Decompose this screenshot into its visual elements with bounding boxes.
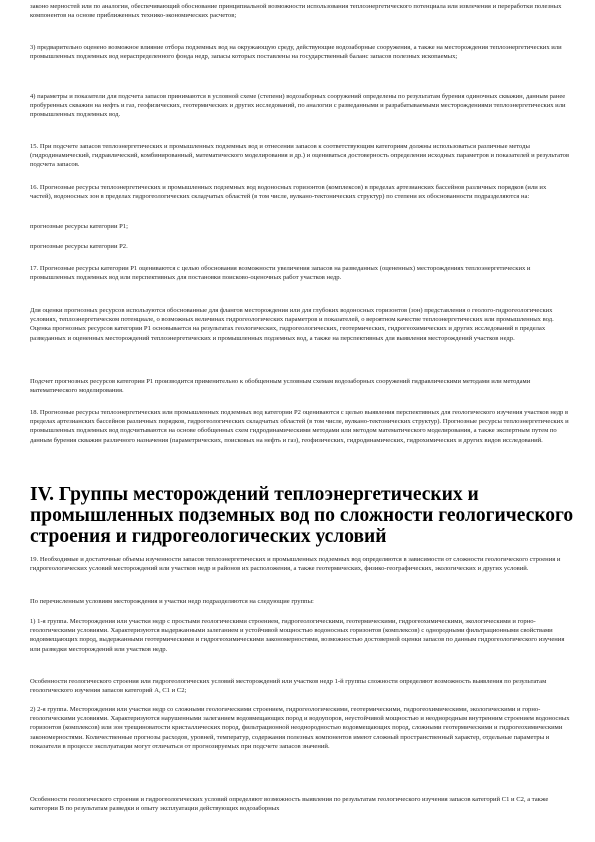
section-heading: IV. Группы месторождений теплоэнергетических и промышленных подземных вод по сложности геологического строения и гидрогеологических условий: [30, 484, 574, 547]
paragraph-2: 3) предварительно оценено возможное влияние отбора подземных вод на окружающую среду, действующие водозаборные сооружения, а также на месторождения теплоэнергетических или промышленных подземных вод нераспределенного фонда недр, запасы которых поставлены на государственный баланс запасов полезных ископаемых;: [30, 44, 562, 61]
paragraph-13: По перечисленным условиям месторождения и участки недр подразделяются на следующие группы:: [30, 598, 314, 605]
paragraph-3: 4) параметры и показатели для подсчета запасов принимаются в условной схеме (степени) водозаборных сооружений определены по результатам бурения одиночных скважин, данным ранее пробуренных скважин на нефть и газ, геофизических, геотермических и других исследований, по аналогии с разведанными и разрабатываемыми месторождениями теплоэнергетических или промышленных подземных вод.: [30, 93, 566, 119]
paragraph-9: Для оценки прогнозных ресурсов используются обоснованные для флангов месторождения или для глубоких водоносных горизонтов (зон) представления о геолого-гидрогеологических условиях, теплоэнергетическом потенциале, о возможных величинах гидрогеологических параметров и показателей, о вероятном качестве теплоэнергетических или промышленных вод. Оценка прогнозных ресурсов категории P1 основывается на результатах геологических, гидрогеологических, геотермических, гидрогеохимических и других исследований в пределах разведанных и оцененных месторождений теплоэнергетических и промышленных подземных вод, а также на перспективных для выявления месторождений участков недр.: [30, 307, 554, 342]
paragraph-15: Особенности геологического строения или гидрогеологических условий месторождений или участков недр 1-й группы сложности определяют возможность выявления по результатам геологического изучения запасов категорий A, C1 и C2;: [30, 678, 547, 695]
paragraph-12: 19. Необходимые и достаточные объемы изученности запасов теплоэнергетических и промышленных подземных вод определяются в зависимости от сложности геологического строения и гидрогеологических условий месторождений или участков недр и районов их расположения, а также геотермических, физико-географических, экологических и других условий.: [30, 556, 561, 573]
paragraph-1: законо мерностей или по аналогии, обеспечивающий обоснование принципиальной возможности использования теплоэнергетического потенциала или извлечения и переработки полезных компонентов на основе приближенных технико-экономических расчетов;: [30, 3, 562, 20]
paragraph-8: 17. Прогнозные ресурсы категории P1 оцениваются с целью обоснования возможности увеличения запасов на разведанных (оцененных) месторождениях теплоэнергетических и промышленных подземных вод или перспективных для постановки поисково-оценочных работ участков недр.: [30, 265, 531, 282]
paragraph-5: 16. Прогнозные ресурсы теплоэнергетических и промышленных подземных вод водоносных горизонтов (комплексов) в пределах артезианских бассейнов различных порядков (или их частей), водоносных зон в пределах гидрогеологических складчатых областей (в том числе, вулкано-тектонических структур) по степени их обоснованности подразделяются на:: [30, 184, 547, 201]
paragraph-11: 18. Прогнозные ресурсы теплоэнергетических или промышленных подземных вод категории P2 оцениваются с целью выявления перспективных для геологического изучения участков недр в пределах артезианских бассейнов различных порядков, гидрогеологических складчатых областей (в том числе, вулкано-тектонических структур). Прогнозные ресурсы теплоэнергетических и промышленных подземных вод подсчитываются на основе обобщенных схем гидродинамическими методами или методом математического моделирования, а также экспертным путем по данным бурения скважин различного назначения (параметрических, поисковых на нефть и газ), геофизических, гидродинамических, гидрохимических и других видов исследований.: [30, 409, 569, 444]
paragraph-10: Подсчет прогнозных ресурсов категории P1 производится применительно к обобщенным условным схемам водозаборных сооружений гидравлическими методами или методами математического моделирования.: [30, 378, 531, 395]
paragraph-17: Особенности геологического строения и гидрогеологических условий определяют возможность выявления по результатам геологического изучения запасов категорий C1 и C2, а также категории B по результатам разведки и опыту эксплуатации действующих водозаборных: [30, 796, 549, 813]
paragraph-7: прогнозные ресурсы категории P2.: [30, 243, 128, 250]
paragraph-16: 2) 2-я группа. Месторождения или участки недр со сложными геологическими строением, гидрогеологическими, геотермическими, гидрогеохимическими, экологическими и горно-геологическими условиями. Характеризуются нарушенными залеганием водовмещающих пород и водоупоров, неустойчивой мощностью и неоднородным внутренним строением водоносных горизонтов (комплексов) или зон трещиноватости кристаллических пород, фильтрационной неоднородностью водовмещающих пород, сложными геотермическими и гидрогеохимическими закономерностями. Количественные прогнозы расходов, уровней, температур, содержания полезных компонентов имеют сложный пространственный характер, отдельные параметры и показатели в процессе эксплуатации могут отличаться от прогнозируемых при подсчете запасов значений.: [30, 706, 570, 750]
paragraph-14: 1) 1-я группа. Месторождения или участки недр с простыми геологическими строением, гидрогеологическими, геотермическими, гидрогеохимическими, экологическими и горно-геологическими условиями. Характеризуются выдержанными залеганием и устойчивой мощностью водоносных горизонтов (комплексов) с однородными фильтрационными свойствами водовмещающих пород, выдержанными геотермическими и гидрогеохимическими закономерностями, возможностью достоверной оценки запасов по данным гидрогеологического изучения или разведки месторождений или участков недр.: [30, 618, 565, 653]
paragraph-4: 15. При подсчете запасов теплоэнергетических и промышленных подземных вод и отнесении запасов к соответствующим категориям должны использоваться различные методы (гидродинамический, гидравлический, комбинированный, математического моделирования и др.) и оцениваться достоверность определения исходных параметров и показателей и результатов подсчета запасов.: [30, 143, 570, 169]
paragraph-6: прогнозные ресурсы категории P1;: [30, 223, 128, 230]
